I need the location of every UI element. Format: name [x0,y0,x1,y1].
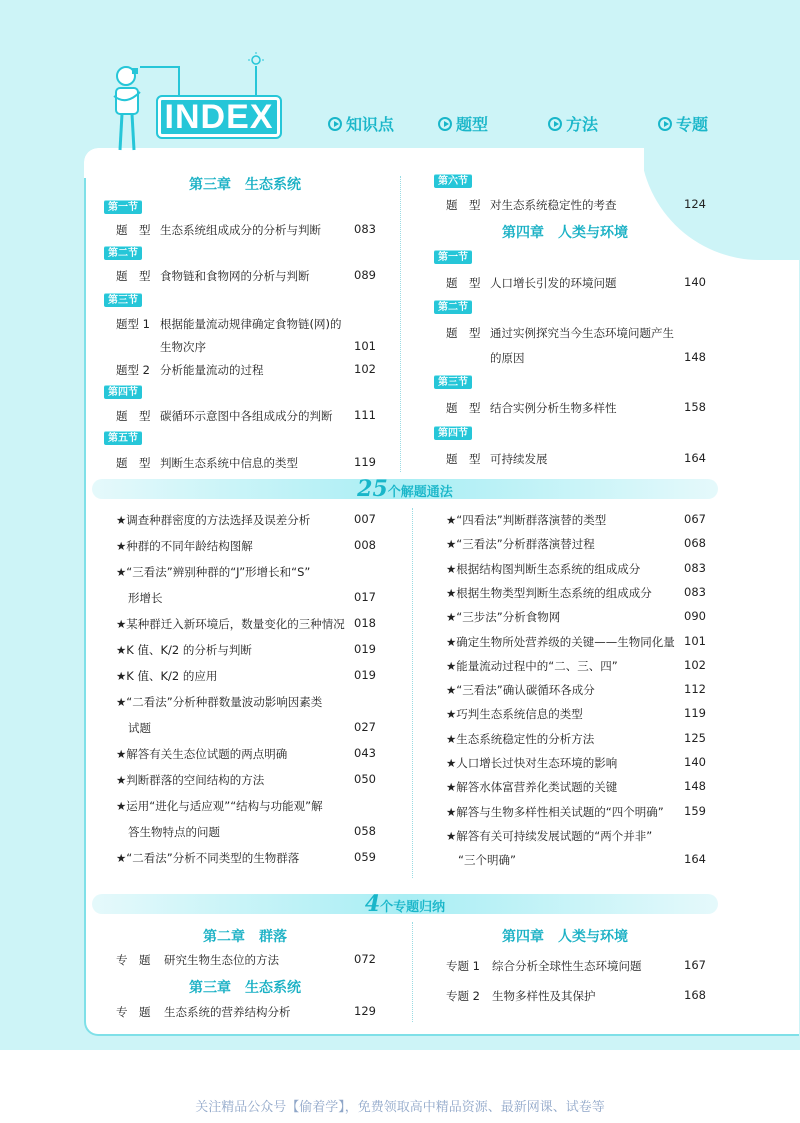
method-item: ★K 值、K/2 的分析与判断 [116,643,252,657]
method-page: 140 [684,755,706,769]
method-item-cont: “三个明确” [458,853,516,868]
method-item: ★巧判生态系统信息的类型 [446,707,583,722]
entry-text: 结合实例分析生物多样性 [490,401,617,415]
method-item: ★“四看法”判断群落演替的类型 [446,513,607,527]
nav-label: 专题 [676,115,709,134]
topics-banner-label: 个专题归纳 [380,900,446,915]
method-page: 008 [354,538,376,552]
mascot-icon [108,62,154,154]
method-item: ★种群的不同年龄结构图解 [116,539,253,553]
entry-page: 111 [354,408,376,422]
chapter-title: 第二章 群落 [203,929,287,945]
methods-banner-label: 个解题通法 [387,485,453,500]
method-item: ★“三看法”确认碳循环各成分 [446,683,595,698]
entry-text: 生态系统的营养结构分析 [164,1005,291,1019]
entry-text: 可持续发展 [490,452,548,466]
method-page: 164 [684,852,706,867]
section-tag: 第六节 [434,174,472,188]
methods-banner-title [92,476,718,503]
entry-label: 题 型 [116,456,151,470]
method-page: 068 [684,536,706,551]
entry-page: 102 [354,362,376,376]
method-page: 059 [354,850,376,864]
method-page: 119 [684,706,706,721]
section-tag: 第一节 [434,250,472,264]
section-tag: 第一节 [104,200,142,214]
column-divider [400,176,401,472]
method-item: ★解答与生物多样性相关试题的“四个明确” [446,804,664,819]
entry-text: 判断生态系统中信息的类型 [160,456,298,470]
entry-text: 生态系统组成成分的分析与判断 [160,223,321,237]
entry-text: 研究生物生态位的方法 [164,953,279,967]
chapter-title: 第四章 人类与环境 [502,929,628,945]
method-item: ★“三看法”辨别种群的“J”形增长和“S” [116,565,311,579]
method-item-cont: 答生物特点的问题 [128,825,220,839]
entry-text: 分析能量流动的过程 [160,363,264,377]
entry-page: 129 [354,1004,376,1018]
entry-page: 167 [684,958,706,972]
entry-label: 题 型 [446,198,481,212]
decor-line [140,66,180,68]
nav-label: 方法 [566,115,599,134]
entry-page: 101 [354,339,376,353]
chapter-title: 第三章 生态系统 [189,980,301,996]
entry-text-cont: 生物次序 [160,340,206,354]
entry-text: 根据能量流动规律确定食物链(网)的 [160,317,342,331]
method-item-cont: 形增长 [128,591,163,605]
method-page: 102 [684,657,706,672]
method-page: 050 [354,772,376,786]
entry-page: 158 [684,400,706,414]
method-item: ★“三看法”分析群落演替过程 [446,537,595,552]
entry-label: 题 型 [116,223,151,237]
method-page: 083 [684,560,706,575]
footer-notice: 关注精品公众号【偷着学】，免费领取高中精品资源、最新网课、试卷等 [195,1100,605,1115]
entry-label: 题型 2 [116,363,150,377]
entry-page: 168 [684,988,706,1002]
method-page: 007 [354,512,376,526]
chapter-title: 第三章 生态系统 [189,177,301,193]
play-icon [658,117,672,131]
decor-line [255,66,257,98]
entry-label: 题型 1 [116,317,150,331]
method-page: 090 [684,609,706,624]
chapter-title: 第四章 人类与环境 [502,225,628,241]
decor-line [178,66,180,98]
method-page: 019 [354,642,376,656]
entry-label: 题 型 [446,452,481,466]
entry-page: 072 [354,952,376,966]
method-page: 018 [354,616,376,630]
section-tag: 第三节 [104,293,142,307]
entry-text: 碳循环示意图中各组成成分的判断 [160,409,333,423]
method-item: ★判断群落的空间结构的方法 [116,773,265,787]
lightbulb-icon [248,52,264,68]
entry-label: 题 型 [446,326,481,340]
section-tag: 第二节 [434,300,472,314]
method-item: ★解答有关生态位试题的两点明确 [116,747,288,761]
method-item: ★某种群迁入新环境后，数量变化的三种情况 [116,617,345,631]
entry-label: 题 型 [446,401,481,415]
entry-label: 专题 2 [446,989,480,1003]
method-item: ★调查种群密度的方法选择及误差分析 [116,513,311,527]
column-divider [412,508,413,878]
method-page: 125 [684,730,706,745]
method-page: 159 [684,803,706,818]
entry-page: 119 [354,455,376,469]
method-page: 101 [684,633,706,648]
entry-page: 124 [684,197,706,211]
entry-label: 题 型 [116,409,151,423]
method-page: 083 [684,584,706,599]
topics-banner [92,891,718,917]
method-item: ★根据结构图判断生态系统的组成成分 [446,561,641,576]
method-item-cont: 试题 [128,721,151,735]
nav-label: 知识点 [346,115,395,134]
entry-text: 通过实例探究当今生态环境问题产生 [490,326,674,340]
method-page: 067 [684,512,706,526]
method-page: 058 [354,824,376,838]
entry-page: 164 [684,451,706,465]
section-tag: 第四节 [104,385,142,399]
methods-count: 25 [357,476,388,502]
entry-page: 148 [684,350,706,364]
entry-label: 专题 1 [446,959,480,973]
method-item: ★解答水体富营养化类试题的关键 [446,780,618,795]
entry-text: 生物多样性及其保护 [492,989,596,1003]
method-page: 148 [684,779,706,794]
entry-text: 人口增长引发的环境问题 [490,276,617,290]
method-item: ★生态系统稳定性的分析方法 [446,731,595,746]
method-page: 043 [354,746,376,760]
method-item: ★“三步法”分析食物网 [446,610,561,625]
entry-page: 140 [684,275,706,289]
methods-banner [92,476,718,502]
entry-text: 综合分析全球性生态环境问题 [492,959,642,973]
nav-question-type [438,112,488,135]
topics-banner-title [92,891,718,918]
method-item: ★人口增长过快对生态环境的影响 [446,756,618,770]
entry-page: 083 [354,222,376,236]
play-icon [548,117,562,131]
entry-label: 专 题 [116,1005,151,1019]
nav-knowledge [328,112,394,135]
index-title: INDEX [158,97,280,137]
method-item: ★能量流动过程中的“二、三、四” [446,658,618,673]
method-page: 017 [354,590,376,604]
section-tag: 第三节 [434,375,472,389]
entry-page: 089 [354,268,376,282]
section-tag: 第二节 [104,246,142,260]
entry-label: 题 型 [446,276,481,290]
nav-topic [658,112,708,135]
entry-text: 食物链和食物网的分析与判断 [160,269,310,283]
method-page: 019 [354,668,376,682]
method-item: ★“二看法”分析种群数量波动影响因素类 [116,695,323,709]
entry-text: 对生态系统稳定性的考查 [490,198,617,212]
section-tag: 第四节 [434,426,472,440]
method-item: ★确定生物所处营养级的关键——生物同化量 [446,634,675,649]
section-tag: 第五节 [104,431,142,445]
method-item: ★解答有关可持续发展试题的“两个并非” [446,828,653,843]
entry-text-cont: 的原因 [490,351,525,365]
column-divider [412,922,413,1022]
method-page: 112 [684,682,706,697]
play-icon [328,117,342,131]
method-page: 027 [354,720,376,734]
method-item: ★根据生物类型判断生态系统的组成成分 [446,585,652,600]
play-icon [438,117,452,131]
topics-count: 4 [364,891,381,917]
entry-label: 题 型 [116,269,151,283]
entry-label: 专 题 [116,953,151,967]
method-item: ★运用“进化与适应观”“结构与功能观”解 [116,799,323,813]
nav-label: 题型 [456,115,489,134]
method-item: ★“二看法”分析不同类型的生物群落 [116,851,300,865]
method-item: ★K 值、K/2 的应用 [116,669,218,683]
nav-method [548,112,598,135]
